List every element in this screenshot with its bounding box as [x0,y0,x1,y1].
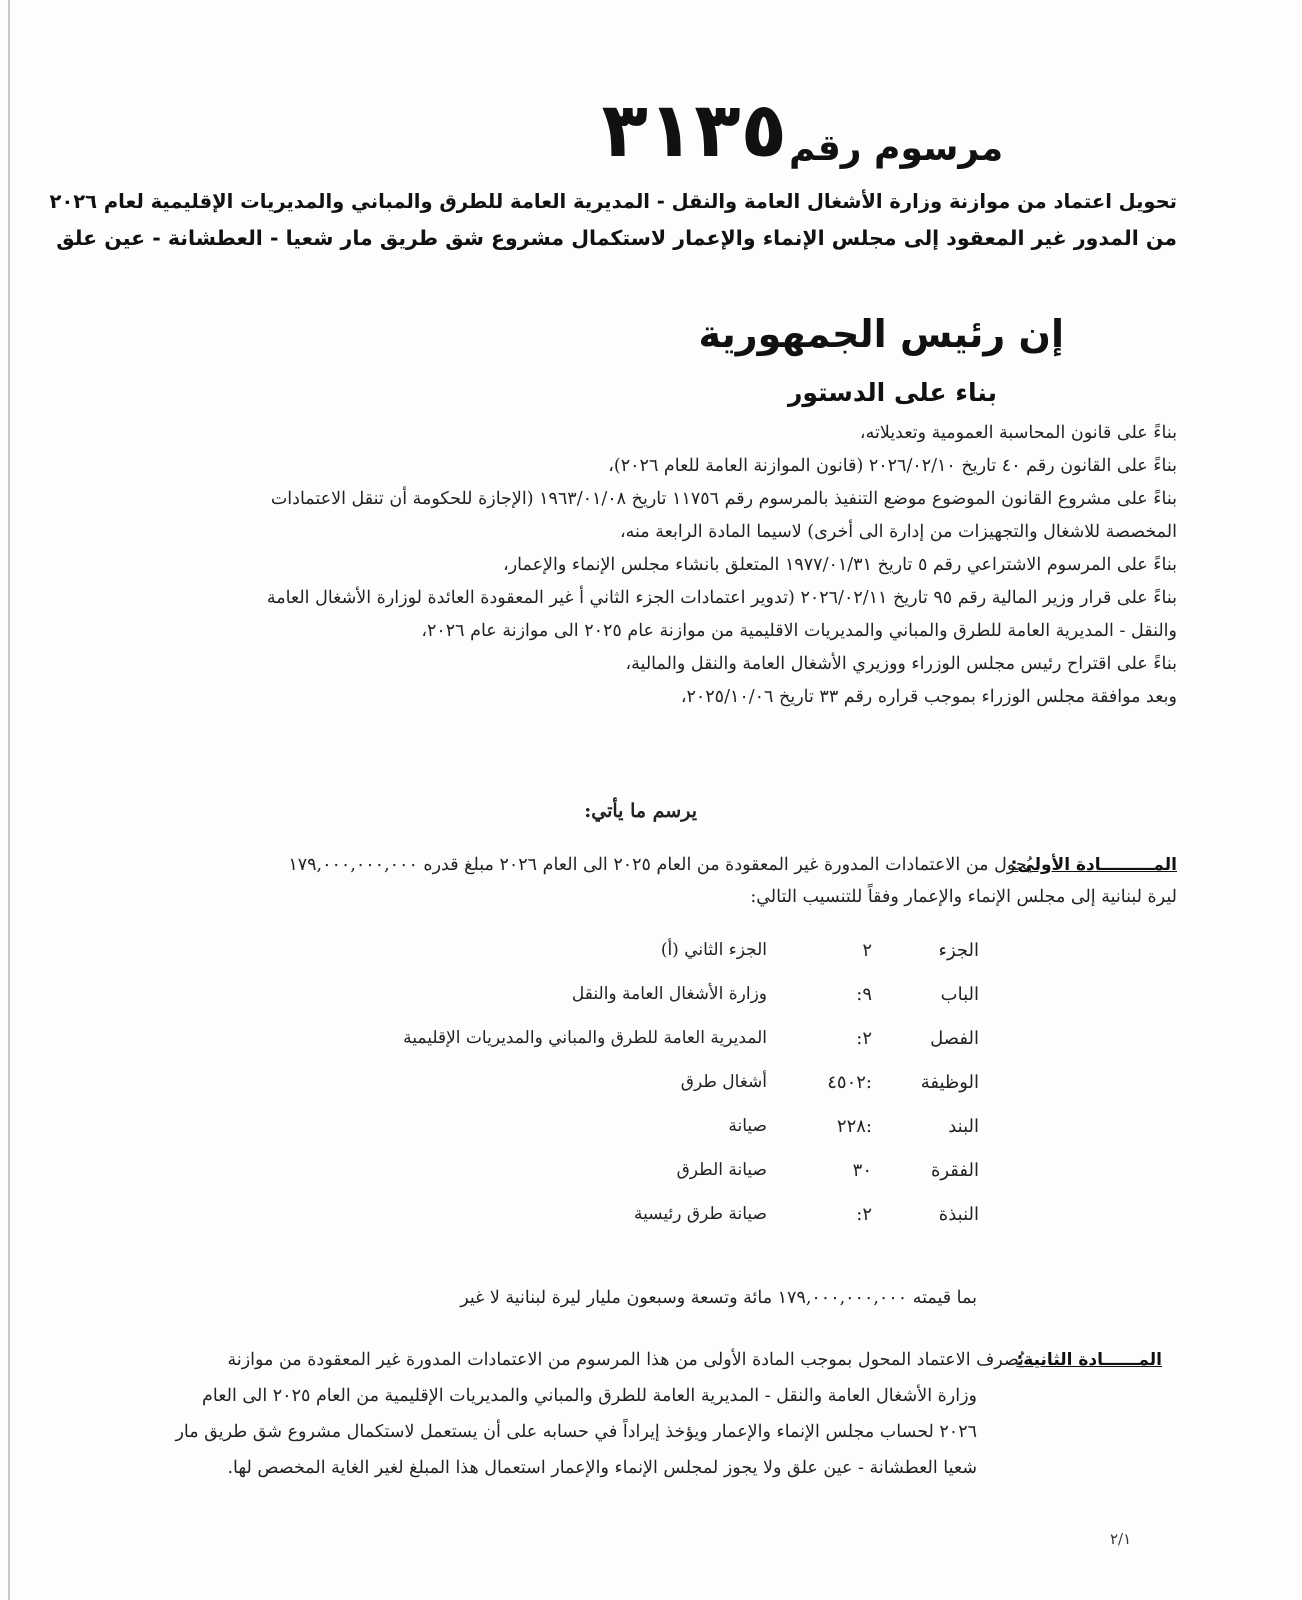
classification-description: صيانة طرق رئيسية [634,1204,767,1224]
decree-number: ٣١٣٥ [601,85,787,174]
classification-number: :٢ [856,1204,872,1225]
classification-label: البند [948,1116,979,1137]
basis-line-4: المخصصة للاشغال والتجهيزات من إدارة الى أخرى) لاسيما المادة الرابعة منه، [619,522,1177,542]
article-2-label: المــــــادة الثانية: [1016,1350,1162,1370]
decree-label: مرسوم رقم [789,128,1004,169]
basis-line-9: وبعد موافقة مجلس الوزراء بموجب قراره رقم ٣٣ تاريخ ٢٠٢٥/١٠/٠٦، [680,687,1177,707]
basis-line-5: بناءً على المرسوم الاشتراعي رقم ٥ تاريخ ١٩٧٧/٠١/٣١ المتعلق بانشاء مجلس الإنماء والإعمار، [503,555,1177,575]
president-heading: إن رئيس الجمهورية [698,312,1064,356]
basis-line-3: بناءً على مشروع القانون الموضوع موضع التنفيذ بالمرسوم رقم ١١٧٥٦ تاريخ ١٩٦٣/٠١/٠٨ (الإجازة للحكومة أن تنقل الاعتمادات [270,489,1177,509]
classification-description: صيانة الطرق [676,1160,767,1180]
classification-number: :٢ [856,1028,872,1049]
article-2-line-2: وزارة الأشغال العامة والنقل - المديرية العامة للطرق والمباني والمديريات الإقليمية من العام ٢٠٢٥ الى العام [202,1386,977,1406]
classification-description: وزارة الأشغال العامة والنقل [571,984,767,1004]
basis-line-7: والنقل - المديرية العامة للطرق والمباني والمديريات الاقليمية من موازنة عام ٢٠٢٥ الى موازنة عام ٢٠٢٦، [421,621,1177,641]
article-2-line-4: شعيا العطشانة - عين علق ولا يجوز لمجلس الإنماء والإعمار استعمال هذا المبلغ لغير الغاية المخصص لها. [227,1458,977,1478]
basis-line-8: بناءً على اقتراح رئيس مجلس الوزراء ووزيري الأشغال العامة والنقل والمالية، [625,654,1177,674]
classification-number: :٩ [856,984,872,1005]
classification-description: المديرية العامة للطرق والمباني والمديريات الإقليمية [403,1028,767,1048]
article-2-line-1: يُصرف الاعتماد المحول بموجب المادة الأولى من هذا المرسوم من الاعتمادات المدورة غير المعقودة من موازنة [227,1350,1024,1370]
classification-label: الوظيفة [920,1072,979,1093]
classification-number: ٤٥٠٢: [827,1072,872,1093]
article-1-label: المـــــــــادة الأولى: [1010,855,1177,875]
article-1-line-2: ليرة لبنانية إلى مجلس الإنماء والإعمار وفقاً للتنسيب التالي: [750,887,1177,907]
title-line-2: من المدور غير المعقود إلى مجلس الإنماء والإعمار لاستكمال مشروع شق طريق مار شعيا - العطشانة - عين علق [56,226,1177,250]
classification-description: صيانة [728,1116,767,1136]
article-2-line-3: ٢٠٢٦ لحساب مجلس الإنماء والإعمار ويؤخذ إيراداً في حسابه على أن يستعمل لاستكمال مشروع شق طريق مار [175,1422,977,1442]
classification-label: النبذة [938,1204,979,1225]
article-1-line-1: يُحول من الاعتمادات المدورة غير المعقودة من العام ٢٠٢٥ الى العام ٢٠٢٦ مبلغ قدره ١٧٩,٠٠٠,٠٠٠,٠٠٠ [288,855,1032,875]
page-number: ٢/١ [1110,1530,1132,1548]
classification-description: أشغال طرق [680,1072,767,1092]
classification-description: الجزء الثاني (أ) [660,940,767,960]
basis-line-6: بناءً على قرار وزير المالية رقم ٩٥ تاريخ ٢٠٢٦/٠٢/١١ (تدوير اعتمادات الجزء الثاني أ غير المعقودة العائدة لوزارة الأشغال العامة [266,588,1177,608]
constitution-heading: بناء على الدستور [788,378,997,407]
classification-label: الفقرة [930,1160,979,1181]
classification-label: الجزء [938,940,979,961]
title-line-1: تحويل اعتماد من موازنة وزارة الأشغال العامة والنقل - المديرية العامة للطرق والمباني والمديريات الإقليمية لعام ٢٠٢٦ [49,190,1177,213]
classification-number: ٢٢٨: [836,1116,872,1137]
classification-label: الباب [940,984,979,1005]
total-amount-line: بما قيمته ١٧٩,٠٠٠,٠٠٠,٠٠٠ مائة وتسعة وسبعون مليار ليرة لبنانية لا غير [460,1288,977,1308]
classification-number: ٢ [862,940,872,961]
basis-line-1: بناءً على قانون المحاسبة العمومية وتعديلاته، [859,423,1177,443]
classification-label: الفصل [930,1028,979,1049]
basis-line-2: بناءً على القانون رقم ٤٠ تاريخ ٢٠٢٦/٠٢/١٠ (قانون الموازنة العامة للعام ٢٠٢٦)، [608,456,1177,476]
classification-number: ٣٠ [852,1160,872,1181]
decree-heading: يرسم ما يأتي: [584,800,697,822]
scan-edge-line [8,0,10,1600]
